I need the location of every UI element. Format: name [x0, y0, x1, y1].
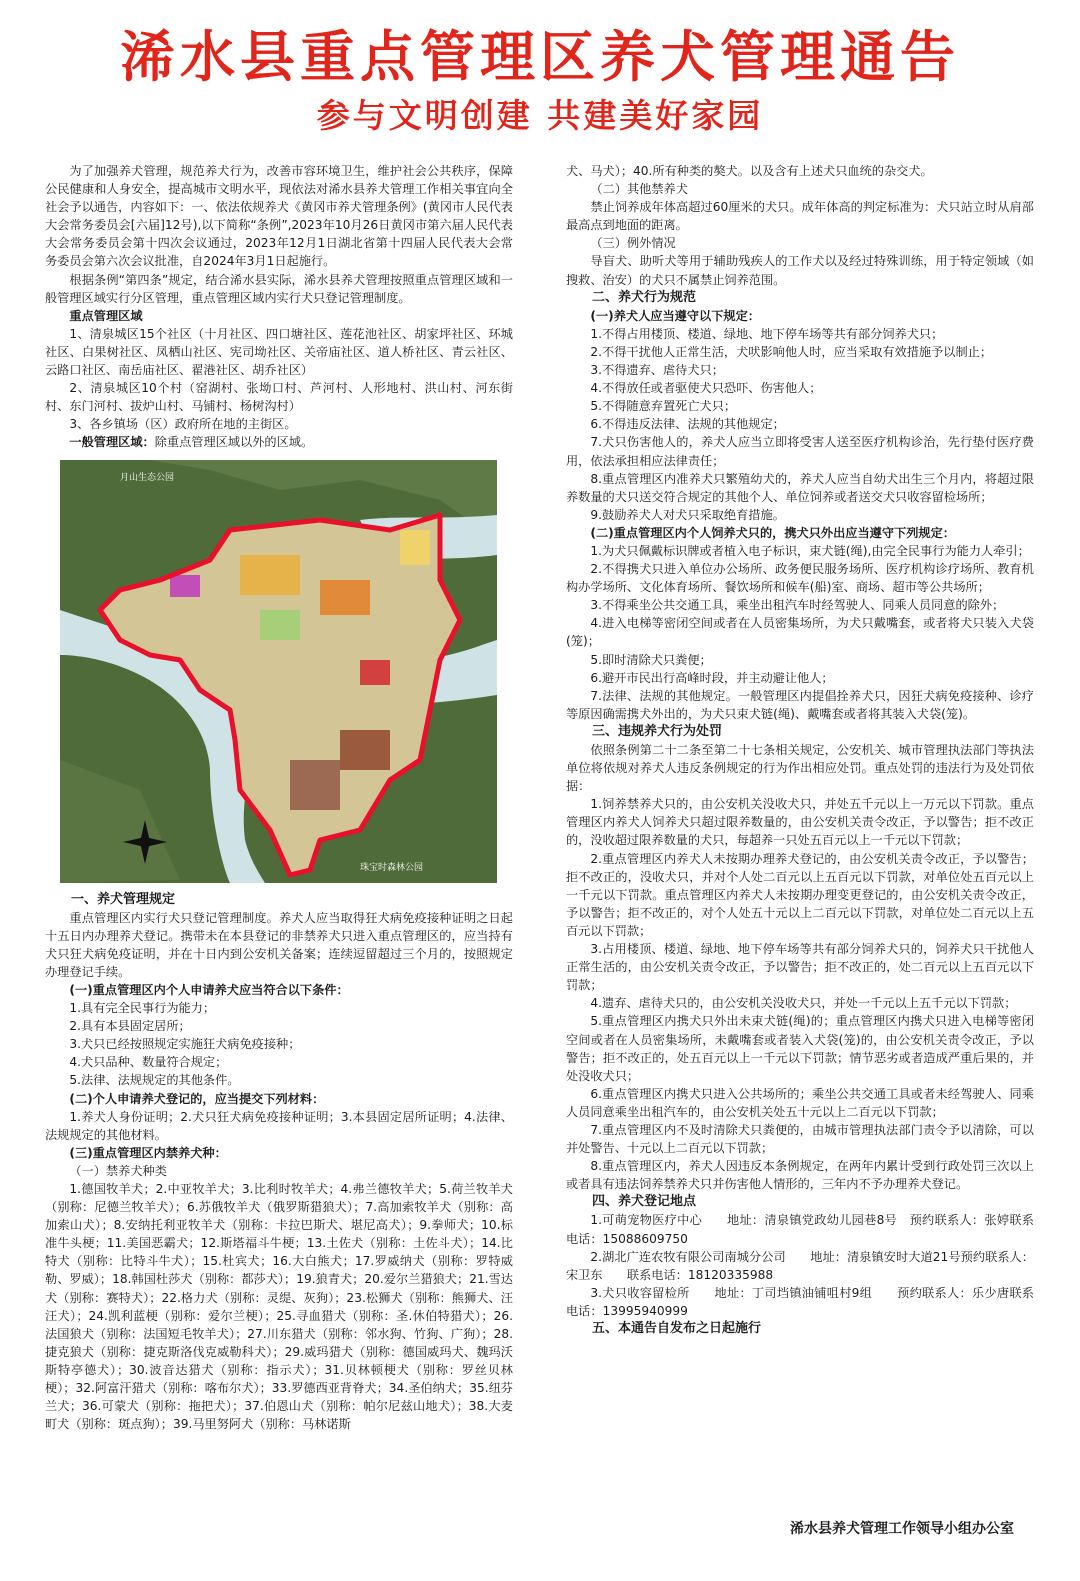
key-area-item-1: 1、清泉城区15个社区（十月社区、四口塘社区、莲花池社区、胡家坪社区、环城社区、白果树社区、凤栖山社区、宪司坳社区、关帝庙社区、道人桥社区、青云社区、云路口社区、南岳庙社区、翟港社区、胡乔社区） [45, 326, 513, 378]
condition-item: 4.犬只品种、数量符合规定； [69, 1055, 228, 1070]
materials-heading: (二)个人申请养犬登记的，应当提交下列材料： [69, 1091, 325, 1106]
banned-breeds-heading: (三)重点管理区内禁养犬种： [69, 1145, 227, 1160]
map-block-purple [170, 575, 200, 597]
exception-text: 导盲犬、助听犬等用于辅助残疾人的工作犬以及经过特殊训练，用于特定领域（如搜救、治安）的犬只不属禁止饲养范围。 [566, 254, 1034, 287]
right-column [566, 162, 1034, 1338]
key-area-heading: 重点管理区域 [69, 308, 143, 323]
map-block-brown-2 [290, 760, 340, 810]
other-banned-heading: （二）其他禁养犬 [590, 182, 688, 197]
materials-text: 1.养犬人身份证明；2.犬只狂犬病免疫接种证明；3.本县固定居所证明；4.法律、法规规定的其他材料。 [45, 1109, 513, 1142]
outing-rule-item: 4.进入电梯等密闭空间或者在人员密集场所，为犬只戴嘴套，或者将犬只装入犬袋(笼)； [566, 616, 1034, 649]
owner-rule-item: 7.犬只伤害他人的，养犬人应当立即将受害人送至医疗机构诊治，先行垫付医疗费用，依法承担相应法律责任； [566, 435, 1034, 468]
conditions-heading: (一)重点管理区内个人申请养犬应当符合以下条件： [69, 982, 349, 997]
map-label-top: 月山生态公园 [120, 472, 175, 483]
condition-item: 1.具有完全民事行为能力； [69, 1001, 216, 1016]
banned-breeds-continued: 犬、马犬）；40.所有种类的獒犬。以及含有上述犬只血统的杂交犬。 [566, 164, 933, 178]
intro-paragraph: 为了加强养犬管理，规范养犬行为，改善市容环境卫生，维护社会公共秩序，保障公民健康和人身安全，提高城市文明水平，现依法对浠水县养犬管理工作相关事宜向全社会予以通告，内容如下：一、依法依规养犬《黄冈市养犬管理条例》(黄冈市人民代表大会常务委员会[六届]12号),以下简称“条例”,2023年10月26日黄冈市第六届人民代表大会常务委员会第十四次会议通过，2023年12月1日湖北省第十四届人民代表大会常务委员会第六次会议批准，自2024年3月1日起施行。 [45, 164, 513, 269]
owner-rule-item: 9.鼓励养犬人对犬只采取绝育措施。 [590, 507, 785, 522]
banned-breeds-subheading: （一）禁养犬种类 [69, 1163, 167, 1178]
left-column [45, 162, 513, 1433]
general-area-line [45, 433, 513, 451]
owner-rule-item: 6.不得违反法律、法规的其他规定； [590, 417, 785, 432]
owner-rule-item: 2.不得干扰他人正常生活，犬吠影响他人时，应当采取有效措施予以制止； [590, 344, 993, 359]
owner-rule-item: 8.重点管理区内准养犬只繁殖幼犬的，养犬人应当自幼犬出生三个月内，将超过限养数量的犬只送交符合规定的其他个人、单位饲养或者送交犬只收容留检场所； [566, 471, 1034, 504]
outing-rules-heading: (二)重点管理区内个人饲养犬只的，携犬只外出应当遵守下列规定： [590, 525, 955, 540]
outing-rule-item: 6.避开市民出行高峰时段，并主动避让他人； [590, 670, 834, 685]
map-block-orange-2 [320, 580, 370, 615]
notice-title: 浠水县重点管理区养犬管理通告 [119, 25, 960, 89]
outing-rule-item: 2.不得携犬只进入单位办公场所、政务便民服务场所、医疗机构诊疗场所、教育机构办学场所、文化体育场所、餐饮场所和候车(船)室、商场、超市等公共场所； [566, 562, 1034, 595]
exception-heading: （三）例外情况 [590, 236, 676, 251]
key-area-item-2: 2、清泉城区10个村（窑湖村、张坳口村、芦河村、人形地村、洪山村、河东街村、东门河村、拔炉山村、马铺村、杨树沟村） [45, 381, 513, 414]
issuer-signature: 浠水县养犬管理工作领导小组办公室 [790, 1521, 1014, 1537]
penalty-item: 6.重点管理区内携犬只进入公共场所的；乘坐公共交通工具或者未经驾驶人、同乘人员同意乘坐出租汽车的，由公安机关处五十元以上二百元以下罚款； [566, 1086, 1034, 1119]
key-area-item-3: 3、各乡镇场（区）政府所在地的主街区。 [69, 417, 297, 432]
penalty-item: 7.重点管理区内不及时清除犬只粪便的，由城市管理执法部门责令予以清除，可以并处警告、十元以上二百元以下罚款； [566, 1122, 1034, 1156]
map-label-bottom: 珠宝时森林公园 [360, 862, 424, 873]
map-block-red [360, 660, 390, 685]
penalty-item: 3.占用楼顶、楼道、绿地、地下停车场等共有部分饲养犬只的，饲养犬只干扰他人正常生活的，由公安机关责令改正，予以警告；拒不改正的，处二百元以上五百元以下罚款； [566, 942, 1034, 993]
section1-paragraph: 重点管理区内实行犬只登记管理制度。养犬人应当取得狂犬病免疫接种证明之日起十五日内办理养犬登记。携带未在本县登记的非禁养犬只进入重点管理区的，应当持有犬只狂犬病免疫证明，并在十日内到公安机关备案；连续逗留超过三个月的，按照规定办理登记手续。 [45, 910, 513, 979]
zoning-map-image [60, 460, 497, 883]
zoning-paragraph: 根据条例“第四条”规定，结合浠水县实际，浠水县养犬管理按照重点管理区域和一般管理区域实行分区管理，重点管理区域内实行犬只登记管理制度。 [45, 272, 513, 305]
notice-subtitle: 参与文明创建 共建美好家园 [316, 96, 764, 135]
zoning-map [60, 460, 497, 883]
map-block-orange [240, 555, 300, 595]
owner-rule-item: 3.不得遗弃、虐待犬只； [590, 363, 724, 378]
section4-heading: 四、养犬登记地点 [592, 1194, 697, 1210]
outing-rule-item: 3.不得乘坐公共交通工具，乘坐出租汽车时经驾驶人、同乘人员同意的除外； [590, 598, 1005, 613]
registration-site: 3.犬只收容留检所 地址：丁司垱镇油铺咀村9组 预约联系人：乐少唐联系电话：13995940999 [566, 1285, 1034, 1318]
section5-heading: 五、本通告自发布之日起施行 [592, 1321, 762, 1336]
map-block-brown [340, 730, 390, 770]
map-block-green [260, 610, 300, 640]
registration-site: 1.可萌宠物医疗中心 地址：清泉镇党政幼儿园巷8号 预约联系人：张婷联系电话：15088609750 [566, 1213, 1034, 1246]
penalty-item: 2.重点管理区内养犬人未按期办理养犬登记的，由公安机关责令改正，予以警告；拒不改正的，没收犬只，并对个人处二百元以上五百元以下罚款，对单位处五百元以上一千元以下罚款。重点管理区内养犬人未按期办理变更登记的，由公安机关责令改正，予以警告；拒不改正的，对个人处五十元以上二百元以下罚款，对单位处二百元以上五百元以下罚款； [566, 851, 1034, 938]
section3-heading: 三、违规养犬行为处罚 [592, 723, 723, 739]
condition-item: 3.犬只已经按照规定实施狂犬病免疫接种； [69, 1037, 301, 1052]
section3-intro: 依照条例第二十二条至第二十七条相关规定，公安机关、城市管理执法部门等执法单位将依规对养犬人违反条例规定的行为作出相应处罚。重点处罚的违法行为及处罚依据： [566, 743, 1034, 794]
penalty-item: 8.重点管理区内，养犬人因违反本条例规定，在两年内累计受到行政处罚三次以上或者具有违法饲养禁养犬只并伤害他人情形的，三年内不予办理养犬登记。 [566, 1159, 1034, 1192]
owner-rule-item: 5.不得随意弃置死亡犬只； [590, 399, 737, 414]
condition-item: 5.法律、法规规定的其他条件。 [69, 1073, 240, 1088]
section2-heading: 二、养犬行为规范 [592, 289, 697, 305]
penalty-item: 5.重点管理区内携犬只外出未束犬链(绳)的；重点管理区内携犬只进入电梯等密闭空间或者在人员密集场所，未戴嘴套或者装入犬袋(笼)的，由公安机关责令改正，予以警告；拒不改正的，处五百元以上一千元以下罚款；情节恶劣或者造成严重后果的，并处没收犬只； [566, 1014, 1034, 1083]
owner-rules-heading: (一)养犬人应当遵守以下规定： [590, 308, 760, 323]
banned-breeds-list: 1.德国牧羊犬；2.中亚牧羊犬；3.比利时牧羊犬；4.弗兰德牧羊犬；5.荷兰牧羊犬（别称：尼德兰牧羊犬）；6.苏俄牧羊犬（俄罗斯猎狼犬）；7.高加索牧羊犬（别称：高加索山犬）；8.安纳托利亚牧羊犬（别称：卡拉巴斯犬、堪尼高犬）；9.拳师犬；10.标准牛头梗；11.美国恶霸犬；12.斯塔福斗牛梗；13.土佐犬（别称：土佐斗犬）；14.比特犬（别称：比特斗牛犬）；15.杜宾犬；16.大白熊犬；17.罗威纳犬（别称：罗特威勒、罗威）；18.韩国杜莎犬（别称：都莎犬）；19.狼青犬；20.爱尔兰猎狼犬；21.雪达犬（别称：赛特犬）；22.格力犬（别称：灵缇、灰狗）；23.松狮犬（别称：熊狮犬、汪汪犬）；24.凯利蓝梗（别称：爱尔兰梗）；25.寻血猎犬（别称：圣.休伯特猎犬）；26.法国狼犬（别称：法国短毛牧羊犬）；27.川东猎犬（别称：邻水狗、竹狗、广狗）；28.捷克狼犬（别称：捷克斯洛伐克威勒科犬）；29.威玛猎犬（别称：德国威玛犬、魏玛沃斯特亭德犬）；30.波音达猎犬（别称：指示犬）；31.贝林顿梗犬（别称：罗丝贝林梗）；32.阿富汗猎犬（别称：喀布尔犬）；33.罗德西亚背脊犬；34.圣伯纳犬；35.纽芬兰犬；36.可蒙犬（别称：拖把犬）；37.伯恩山犬（别称：帕尔尼兹山地犬）；38.大麦町犬（别称：斑点狗）；39.马里努阿犬（别称：马林诺斯 [45, 1182, 513, 1432]
general-area-label: 一般管理区域： [69, 435, 155, 450]
outing-rule-item: 1.为犬只佩戴标识牌或者植入电子标识，束犬链(绳),由完全民事行为能力人牵引； [590, 543, 1030, 558]
penalty-item: 1.饲养禁养犬只的，由公安机关没收犬只，并处五千元以上一万元以下罚款。重点管理区内养犬人饲养犬只超过限养数量的，由公安机关责令改正，予以警告；拒不改正的，没收超过限养数量的犬只，每超养一只处五百元以上一千元以下罚款； [566, 797, 1034, 848]
outing-rule-item: 7.法律、法规的其他规定。一般管理区内提倡拴养犬只，因狂犬病免疫接种、诊疗等原因确需携犬外出的，为犬只束犬链(绳)、戴嘴套或者将其装入犬袋(笼)。 [566, 688, 1034, 721]
section1-heading: 一、养犬管理规定 [71, 891, 176, 907]
registration-site: 2.湖北广连农牧有限公司南城分公司 地址：清泉镇安时大道21号预约联系人：宋卫东 联系电话：18120335988 [566, 1249, 1034, 1282]
map-block-yellow [400, 530, 430, 565]
condition-item: 2.具有本县固定居所； [69, 1019, 191, 1034]
owner-rule-item: 4.不得放任或者驱使犬只恐吓、伤害他人； [590, 381, 822, 396]
other-banned-text: 禁止饲养成年体高超过60厘米的犬只。成年体高的判定标准为：犬只站立时从肩部最高点到地面的距离。 [566, 200, 1034, 233]
general-area-text: 除重点管理区域以外的区域。 [154, 435, 314, 450]
outing-rule-item: 5.即时清除犬只粪便； [590, 652, 712, 667]
penalty-item: 4.遗弃、虐待犬只的，由公安机关没收犬只，并处一千元以上五千元以下罚款； [590, 996, 1017, 1011]
owner-rule-item: 1.不得占用楼顶、楼道、绿地、地下停车场等共有部分饲养犬只； [590, 326, 944, 341]
